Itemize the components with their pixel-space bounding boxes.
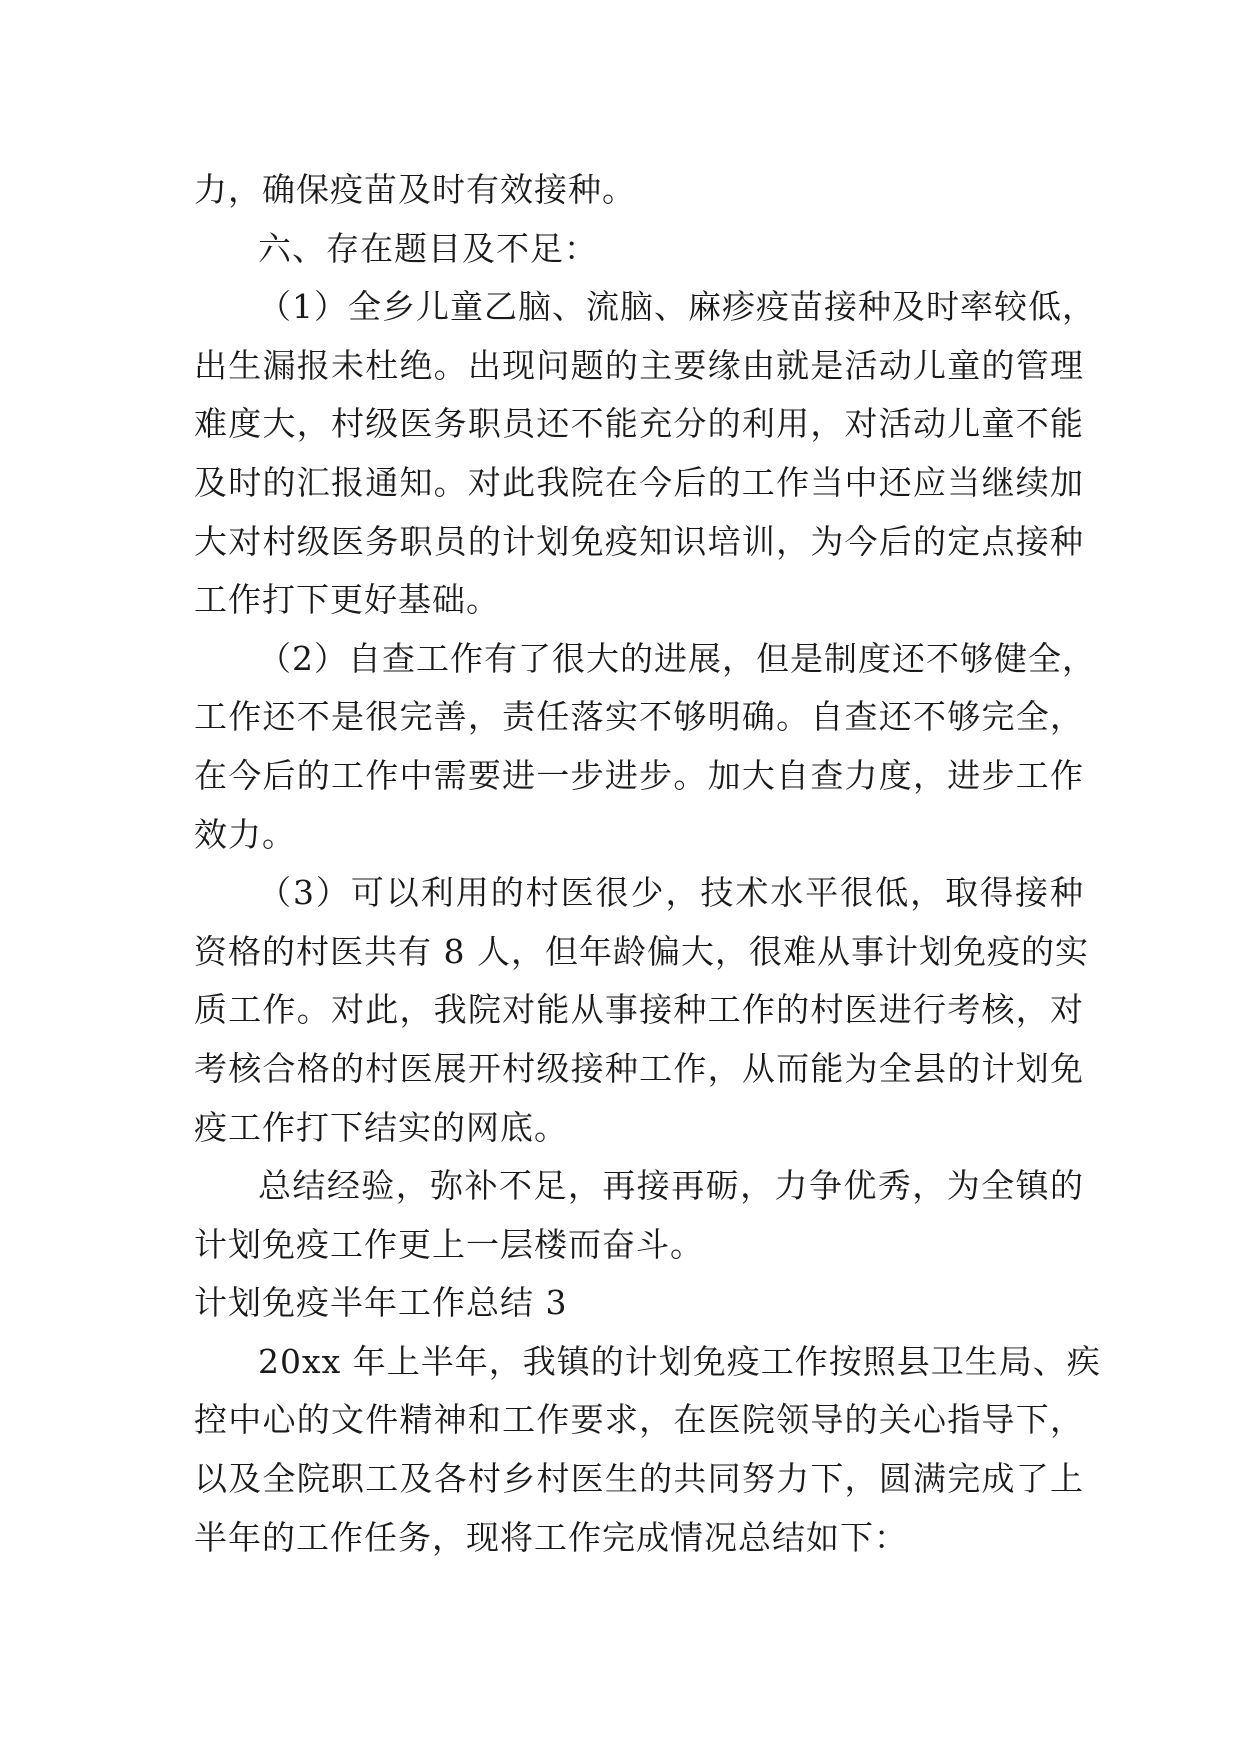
text-line: 计划免疫工作更上一层楼而奋斗。 — [194, 1224, 704, 1264]
text-line: 控中心的文件精神和工作要求，在医院领导的关心指导下， — [194, 1400, 1084, 1440]
text-line: 及时的汇报通知。对此我院在今后的工作当中还应当继续加 — [194, 462, 1084, 502]
text-line: 在今后的工作中需要进一步进步。加大自查力度，进步工作 — [194, 755, 1084, 795]
text-line: 考核合格的村医展开村级接种工作，从而能为全县的计划免 — [194, 1048, 1084, 1088]
text-line: 工作还不是很完善，责任落实不够明确。自查还不够完全， — [194, 697, 1084, 737]
text-line: 总结经验，弥补不足，再接再砺，力争优秀，为全镇的 — [258, 1166, 1084, 1206]
text-line: （1）全乡儿童乙脑、流脑、麻疹疫苗接种及时率较低， — [258, 287, 1096, 327]
text-line: （2）自查工作有了很大的进展，但是制度还不够健全， — [258, 638, 1096, 678]
text-line: 资格的村医共有 8 人，但年龄偏大，很难从事计划免疫的实 — [194, 931, 1089, 971]
text-line: 出生漏报未杜绝。出现问题的主要缘由就是活动儿童的管理 — [194, 345, 1084, 385]
text-line: 力，确保疫苗及时有效接种。 — [194, 170, 636, 209]
text-line: 大对村级医务职员的计划免疫知识培训，为今后的定点接种 — [194, 521, 1084, 561]
text-line: 半年的工作任务，现将工作完成情况总结如下： — [194, 1517, 908, 1557]
document-body — [194, 161, 1101, 1567]
text-line: 20xx 年上半年，我镇的计划免疫工作按照县卫生局、疾 — [258, 1341, 1101, 1381]
text-line: （3）可以利用的村医很少，技术水平很低，取得接种 — [258, 873, 1084, 913]
text-line: 难度大，村级医务职员还不能充分的利用，对活动儿童不能 — [194, 404, 1084, 444]
text-line: 六、存在题目及不足： — [258, 228, 598, 268]
section-heading: 计划免疫半年工作总结 3 — [194, 1283, 568, 1323]
text-line: 效力。 — [194, 814, 296, 854]
text-line: 工作打下更好基础。 — [194, 580, 500, 620]
text-line: 以及全院职工及各村乡村医生的共同努力下，圆满完成了上 — [194, 1459, 1084, 1499]
text-line: 疫工作打下结实的网底。 — [194, 1107, 568, 1147]
text-line: 质工作。对此，我院对能从事接种工作的村医进行考核，对 — [194, 990, 1084, 1030]
